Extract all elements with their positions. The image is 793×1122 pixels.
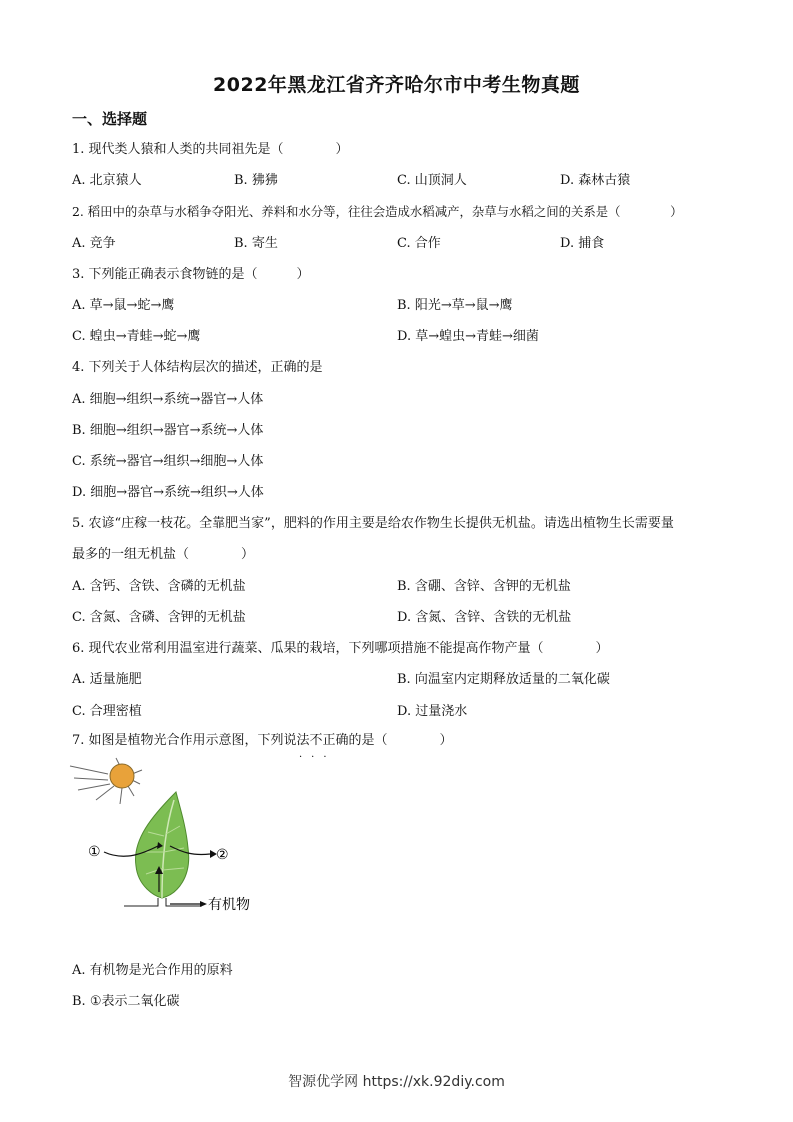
question-1-option-a: A. 北京猿人 bbox=[72, 173, 142, 188]
photosynthesis-svg bbox=[66, 756, 266, 916]
question-1-option-c: C. 山顶洞人 bbox=[397, 173, 467, 188]
question-7-stem: 7. 如图是植物光合作用示意图，下列说法不正确的是（ ） bbox=[72, 733, 453, 748]
question-3-stem: 3. 下列能正确表示食物链的是（ ） bbox=[72, 267, 310, 282]
question-4-option-d: D. 细胞→器官→系统→组织→人体 bbox=[72, 485, 264, 500]
question-2-stem: 2. 稻田中的杂草与水稻争夺阳光、养料和水分等，往往会造成水稻减产，杂草与水稻之间的关系是（ ） bbox=[72, 204, 683, 219]
leaf-icon bbox=[135, 792, 188, 898]
figure-label-organic-matter: 有机物 bbox=[208, 897, 250, 913]
question-3-option-c: C. 蝗虫→青蛙→蛇→鹰 bbox=[72, 329, 201, 344]
question-1-option-d: D. 森林古猿 bbox=[560, 173, 631, 188]
question-5-option-c: C. 含氮、含磷、含钾的无机盐 bbox=[72, 610, 246, 625]
emphasis-dots: ··· bbox=[299, 752, 336, 763]
question-5-option-b: B. 含硼、含锌、含钾的无机盐 bbox=[397, 579, 571, 594]
question-2-option-a: A. 竞争 bbox=[72, 236, 116, 251]
question-1-stem: 1. 现代类人猿和人类的共同祖先是（ ） bbox=[72, 142, 349, 157]
question-1-option-b: B. 狒狒 bbox=[234, 173, 278, 188]
question-6-option-b: B. 向温室内定期释放适量的二氧化碳 bbox=[397, 672, 610, 687]
question-5-option-a: A. 含钙、含铁、含磷的无机盐 bbox=[72, 579, 246, 594]
figure-label-1: ① bbox=[88, 844, 101, 860]
page-title: 2022年黑龙江省齐齐哈尔市中考生物真题 bbox=[213, 74, 580, 96]
footer-watermark: 智源优学网 https://xk.92diy.com bbox=[288, 1074, 505, 1090]
question-3-option-d: D. 草→蝗虫→青蛙→细菌 bbox=[397, 329, 539, 344]
figure-label-2: ② bbox=[216, 847, 229, 863]
question-4-option-a: A. 细胞→组织→系统→器官→人体 bbox=[72, 392, 264, 407]
question-3-option-b: B. 阳光→草→鼠→鹰 bbox=[397, 298, 513, 313]
question-3-option-a: A. 草→鼠→蛇→鹰 bbox=[72, 298, 175, 313]
question-7-option-a: A. 有机物是光合作用的原料 bbox=[72, 963, 233, 978]
photosynthesis-diagram bbox=[66, 756, 266, 916]
question-4-option-c: C. 系统→器官→组织→细胞→人体 bbox=[72, 454, 264, 469]
question-2-option-c: C. 合作 bbox=[397, 236, 441, 251]
question-2-option-b: B. 寄生 bbox=[234, 236, 278, 251]
question-4-option-b: B. 细胞→组织→器官→系统→人体 bbox=[72, 423, 264, 438]
question-6-option-c: C. 合理密植 bbox=[72, 704, 142, 719]
question-5-stem: 5. 农谚“庄稼一枝花。全靠肥当家”，肥料的作用主要是给农作物生长提供无机盐。请选出植物生长需要量 bbox=[72, 516, 674, 531]
question-5-option-d: D. 含氮、含锌、含铁的无机盐 bbox=[397, 610, 572, 625]
sun-icon bbox=[70, 758, 142, 804]
question-5-stem-continued: 最多的一组无机盐（ ） bbox=[72, 547, 255, 562]
question-7-option-b: B. ①表示二氧化碳 bbox=[72, 994, 180, 1009]
question-2-option-d: D. 捕食 bbox=[560, 236, 605, 251]
question-6-option-d: D. 过量浇水 bbox=[397, 704, 468, 719]
question-6-stem: 6. 现代农业常利用温室进行蔬菜、瓜果的栽培，下列哪项措施不能提高作物产量（ ） bbox=[72, 641, 609, 656]
question-4-stem: 4. 下列关于人体结构层次的描述，正确的是 bbox=[72, 360, 323, 375]
question-6-option-a: A. 适量施肥 bbox=[72, 672, 142, 687]
section-heading: 一、选择题 bbox=[72, 110, 148, 128]
